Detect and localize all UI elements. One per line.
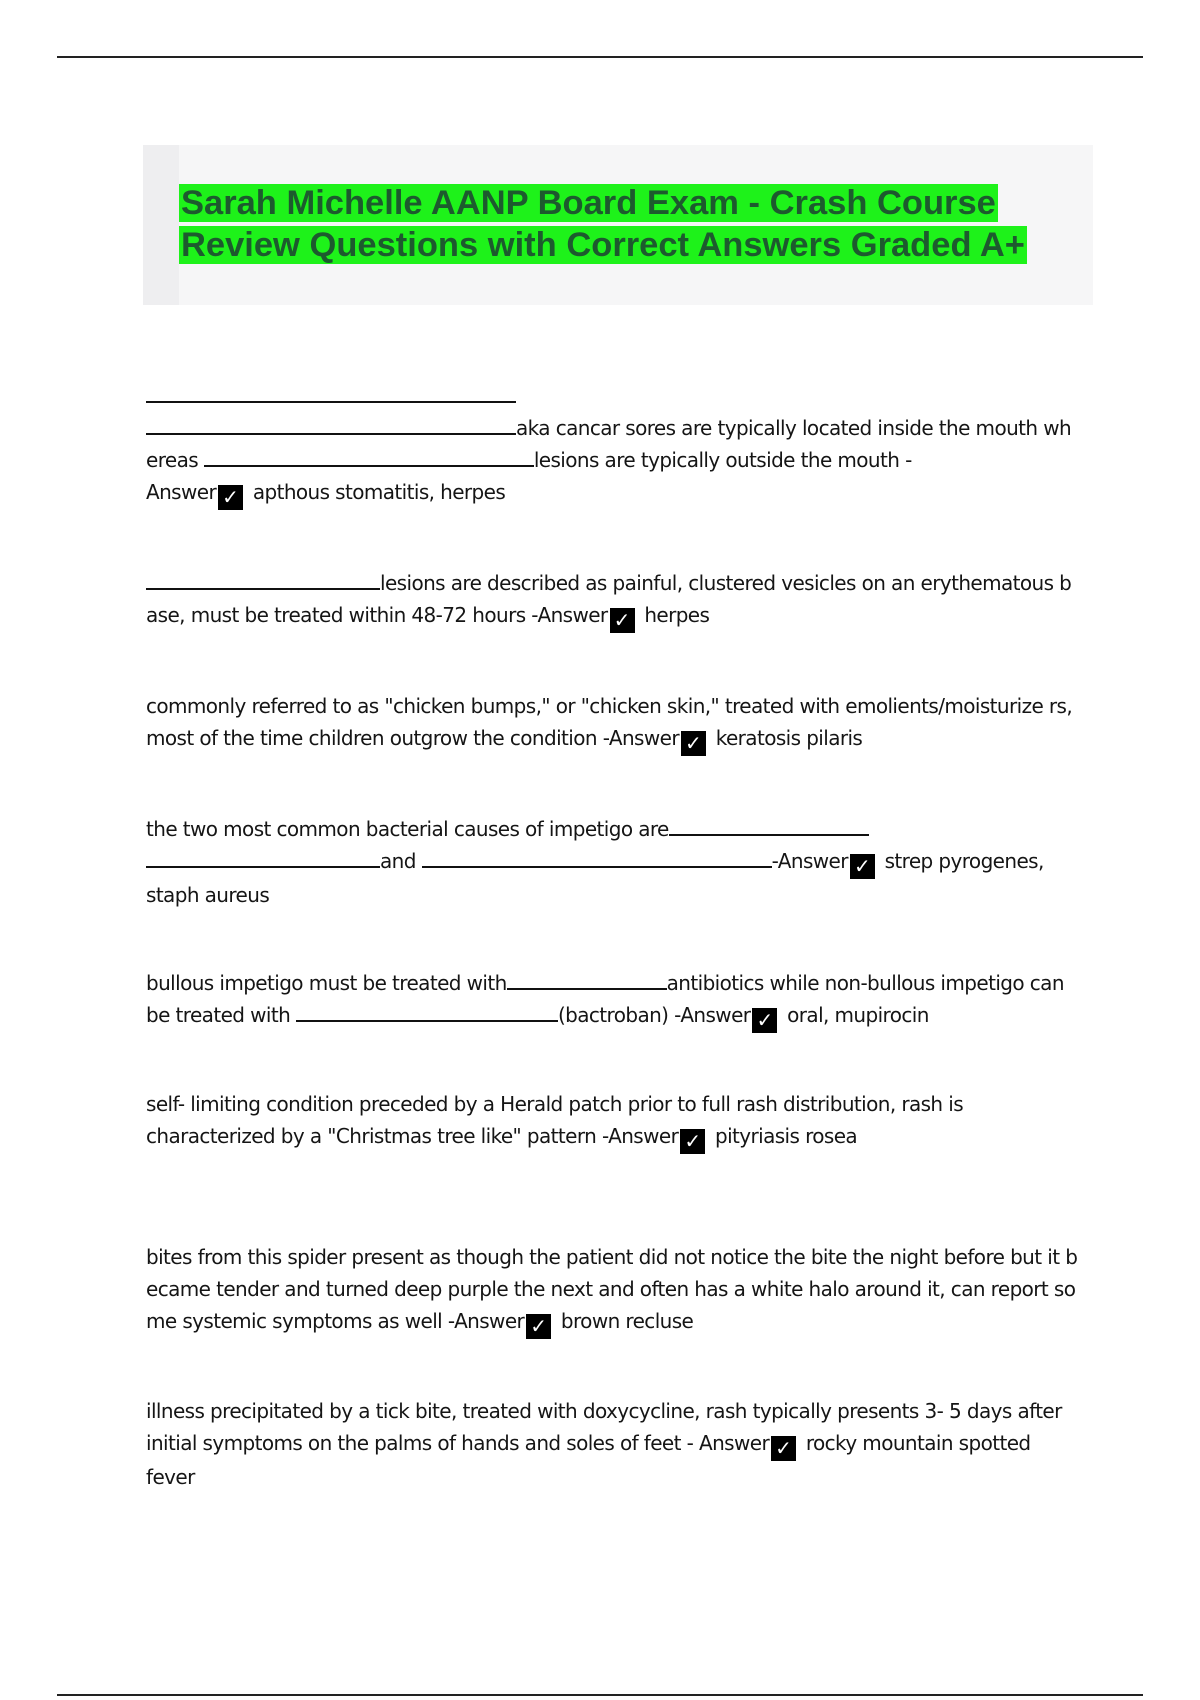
- question-6: self- limiting condition preceded by a Herald patch prior to full rash distribution, rash is characterized by a "Christmas tree like" pattern -Answer ✓ pityriasis rosea: [146, 1092, 964, 1153]
- question-5: bullous impetigo must be treated with antibiotics while non-bullous impetigo can be treated with (bactroban) -Answer ✓ oral, mupirocin: [146, 967, 1081, 1033]
- answer-text: herpes: [644, 603, 710, 627]
- answer-text: keratosis pilaris: [715, 726, 863, 750]
- blank: [204, 445, 534, 467]
- answer-text: rocky mountain spotted fever: [146, 1431, 1031, 1489]
- question-7: bites from this spider present as though the patient did not notice the bite the night before but it b ecame tender and turned deep purple the next and often has a white halo around it, can report so me systemic symptoms as well -Answer ✓ brown recluse: [146, 1245, 1078, 1338]
- checkmark-icon: ✓: [680, 1129, 705, 1154]
- blank: [422, 846, 772, 868]
- bottom-rule: [57, 1694, 1143, 1696]
- checkmark-icon: ✓: [218, 485, 243, 510]
- answer-text: apthous stomatitis, herpes: [252, 480, 506, 504]
- top-rule: [57, 56, 1143, 58]
- answer-text: strep pyrogenes, staph aureus: [146, 849, 1044, 907]
- question-2: lesions are described as painful, clustered vesicles on an erythematous b ase, must be treated within 48-72 hours -Answer ✓ herpes: [146, 567, 1081, 633]
- blank: [146, 381, 516, 403]
- question-1: aka cancar sores are typically located inside the mouth wh ereas lesions are typically outside the mouth - Answer ✓ apthous stomatitis, herpes: [146, 380, 1081, 510]
- answer-text: brown recluse: [560, 1309, 694, 1333]
- checkmark-icon: ✓: [526, 1314, 551, 1339]
- blank: [296, 1000, 558, 1022]
- blank: [146, 413, 516, 435]
- question-4: the two most common bacterial causes of impetigo are and -Answer ✓ strep pyrogenes, staph aureus: [146, 813, 1081, 911]
- blank: [507, 968, 667, 990]
- title-margin-shade: [143, 145, 179, 305]
- question-8: illness precipitated by a tick bite, treated with doxycycline, rash typically presents 3- 5 days after initial symptoms on the palms of hands and soles of feet - Answer ✓ rocky mountain spotted fever: [146, 1399, 1062, 1489]
- blank: [146, 846, 380, 868]
- answer-text: pityriasis rosea: [714, 1124, 858, 1148]
- checkmark-icon: ✓: [752, 1008, 777, 1033]
- blank: [669, 814, 869, 836]
- checkmark-icon: ✓: [610, 608, 635, 633]
- document-title: Sarah Michelle AANP Board Exam - Crash Course Review Questions with Correct Answers Graded A+: [181, 184, 1025, 264]
- checkmark-icon: ✓: [681, 731, 706, 756]
- checkmark-icon: ✓: [771, 1436, 796, 1461]
- blank: [146, 568, 380, 590]
- question-3: commonly referred to as "chicken bumps," or "chicken skin," treated with emolients/moisturize rs, most of the time children outgrow the condition -Answer ✓ keratosis pilaris: [146, 694, 1073, 755]
- checkmark-icon: ✓: [850, 854, 875, 879]
- answer-text: oral, mupirocin: [787, 1003, 929, 1027]
